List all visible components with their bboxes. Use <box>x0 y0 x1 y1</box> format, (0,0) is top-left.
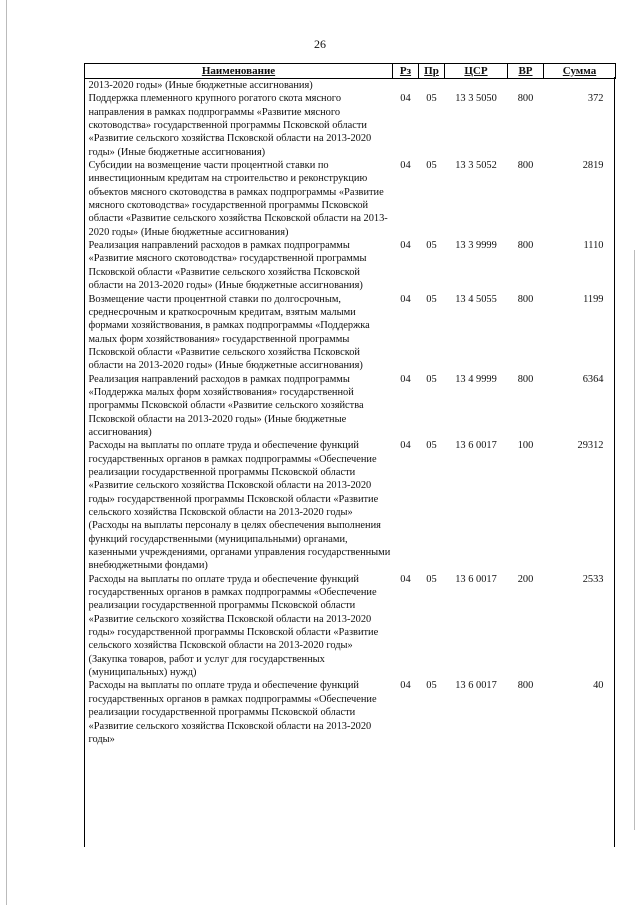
row-vr: 800 <box>517 373 534 385</box>
row-name: Реализация направлений расходов в рамках подпрограммы «Развитие мясного скотоводства» государственной программы Псковской области «Развитие сельского хозяйства Псковской области на 2013-2020 годы» (Иные бюджетные ассигнования) <box>88 240 367 292</box>
row-vr: 800 <box>517 93 534 105</box>
row-csr: 13 3 5050 <box>455 93 497 105</box>
table-row <box>85 159 616 239</box>
row-name: Субсидии на возмещение части процентной ставки по инвестиционным кредитам на строительство и реконструкцию объектов мясного скотоводства в рамках подпрограммы «Развитие мясного скотоводства» государственной программы Псковской области «Развитие сельского хозяйства Псковской области на 2013-2020 годы» (Иные бюджетные ассигнования) <box>88 160 388 238</box>
row-pr: 05 <box>426 680 437 692</box>
row-rz: 04 <box>400 573 411 585</box>
table-row <box>85 239 616 292</box>
row-csr <box>445 79 508 93</box>
row-vr: 800 <box>517 680 534 692</box>
row-sum: 1110 <box>583 240 604 252</box>
row-csr: 13 3 5052 <box>455 160 497 172</box>
row-name: 2013-2020 годы» (Иные бюджетные ассигнования) <box>88 80 313 91</box>
row-pr <box>419 79 445 93</box>
row-csr: 13 6 0017 <box>455 440 497 452</box>
row-name: Реализация направлений расходов в рамках подпрограммы «Поддержка малых форм хозяйствования» государственной программы Псковской области «Развитие сельского хозяйства Псковской области на 2013-2020 годы» (Иные бюджетные ассигнования) <box>88 373 364 438</box>
row-name: Расходы на выплаты по оплате труда и обеспечение функций государственных органов в рамках подпрограммы «Обеспечение реализации государственной программы Псковской области «Развитие сельского хозяйства Псковской области на 2013-2020 годы» государственной программы Псковской области «Развитие сельского хозяйства Псковской области на 2013-2020 годы» (Расходы на выплаты персоналу в целях обеспечения выполнения функций государственными (муниципальными) органами, казенными учреждениями, органами управления государственными внебюджетными фондами) <box>88 440 391 572</box>
row-rz: 04 <box>400 293 411 305</box>
row-sum <box>544 79 616 93</box>
header-rz: Рз <box>393 64 419 79</box>
row-sum: 2819 <box>582 160 604 172</box>
row-sum: 6364 <box>582 373 604 385</box>
row-vr: 800 <box>517 160 534 172</box>
header-sum: Сумма <box>544 64 616 79</box>
table-row <box>85 573 616 680</box>
row-sum: 372 <box>587 93 604 105</box>
row-sum: 2533 <box>582 573 604 585</box>
row-name: Расходы на выплаты по оплате труда и обеспечение функций государственных органов в рамках подпрограммы «Обеспечение реализации государственной программы Псковской области «Развитие сельского хозяйства Псковской области на 2013-2020 годы» <box>88 680 377 745</box>
row-pr: 05 <box>426 293 437 305</box>
row-vr: 200 <box>517 573 534 585</box>
row-rz: 04 <box>400 440 411 452</box>
scan-edge-left <box>6 0 7 905</box>
row-pr: 05 <box>426 440 437 452</box>
table-header-row <box>85 64 616 79</box>
row-name: Расходы на выплаты по оплате труда и обеспечение функций государственных органов в рамках подпрограммы «Обеспечение реализации государственной программы Псковской области «Развитие сельского хозяйства Псковской области на 2013-2020 годы» государственной программы Псковской области «Развитие сельского хозяйства Псковской области на 2013-2020 годы» (Закупка товаров, работ и услуг для государственных (муниципальных) нужд) <box>88 573 379 679</box>
table-row <box>85 293 616 373</box>
page-number: 26 <box>314 37 326 51</box>
header-name: Наименование <box>85 64 393 79</box>
row-vr: 800 <box>517 293 534 305</box>
row-rz <box>393 79 419 93</box>
row-csr: 13 6 0017 <box>455 680 497 692</box>
row-sum: 40 <box>593 680 604 692</box>
row-vr <box>508 79 544 93</box>
row-rz: 04 <box>400 240 411 252</box>
table-row <box>85 92 616 159</box>
row-rz: 04 <box>400 160 411 172</box>
row-vr: 100 <box>517 440 534 452</box>
scan-edge-right <box>634 250 635 830</box>
table-row <box>85 79 616 93</box>
row-pr: 05 <box>426 93 437 105</box>
header-pr: Пр <box>419 64 445 79</box>
budget-table <box>84 63 616 746</box>
row-csr: 13 4 9999 <box>455 373 497 385</box>
row-sum: 1199 <box>583 293 604 305</box>
row-name: Поддержка племенного крупного рогатого скота мясного направления в рамках подпрограммы «Развитие мясного скотоводства» государственной программы Псковской области «Развитие сельского хозяйства Псковской области на 2013-2020 годы» (Иные бюджетные ассигнования) <box>88 93 372 158</box>
row-csr: 13 3 9999 <box>455 240 497 252</box>
row-name: Возмещение части процентной ставки по долгосрочным, среднесрочным и краткосрочным кредитам, взятым малыми формами хозяйствования, в рамках подпрограммы «Поддержка малых форм хозяйствования» государственной программы Псковской области «Развитие сельского хозяйства Псковской области на 2013-2020 годы» (Иные бюджетные ассигнования) <box>88 293 370 372</box>
row-rz: 04 <box>400 93 411 105</box>
row-vr: 800 <box>517 240 534 252</box>
row-sum: 29312 <box>577 440 604 452</box>
table-row <box>85 373 616 440</box>
row-rz: 04 <box>400 373 411 385</box>
row-csr: 13 6 0017 <box>455 573 497 585</box>
row-rz: 04 <box>400 680 411 692</box>
row-pr: 05 <box>426 373 437 385</box>
row-csr: 13 4 5055 <box>455 293 497 305</box>
row-pr: 05 <box>426 160 437 172</box>
table-row <box>85 679 616 746</box>
row-pr: 05 <box>426 240 437 252</box>
header-vr: ВР <box>508 64 544 79</box>
header-csr: ЦСР <box>445 64 508 79</box>
table-row <box>85 439 616 572</box>
row-pr: 05 <box>426 573 437 585</box>
